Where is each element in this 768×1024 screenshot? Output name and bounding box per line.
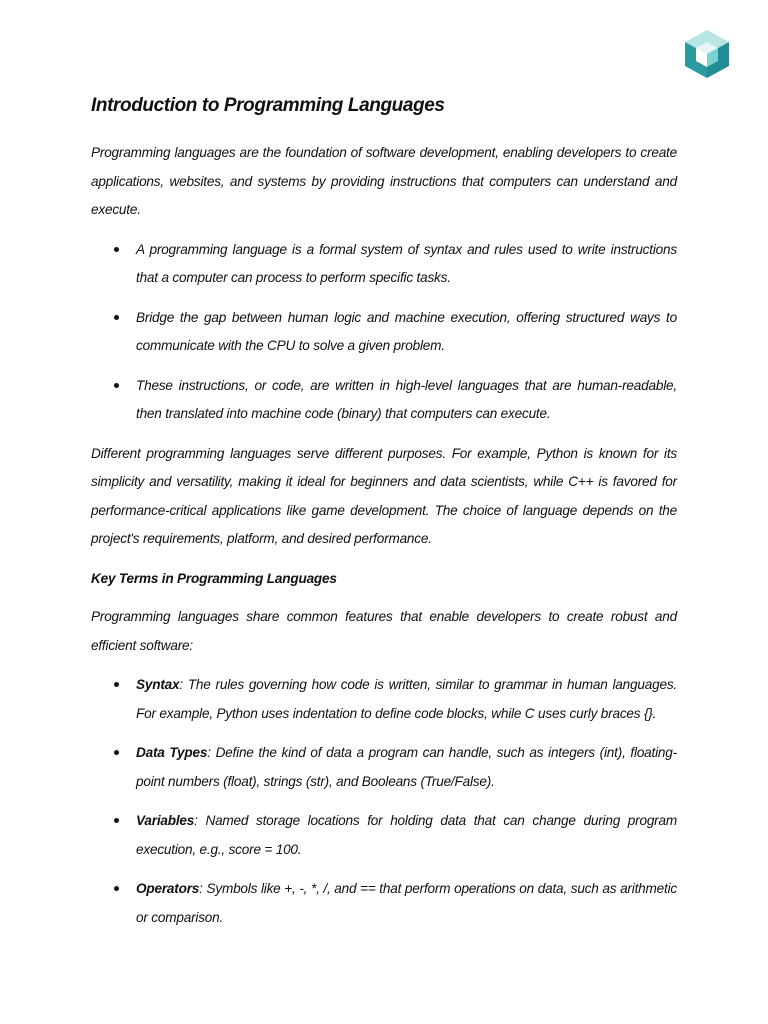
- purpose-paragraph: Different programming languages serve different purposes. For example, Python is known for its simplicity and versatility, making it ideal for beginners and data scientists, while C++ is favored for performance-critical applications like game development. The choice of language depends on the project's requirements, platform, and desired performance.: [91, 445, 677, 546]
- list-item: [91, 671, 677, 728]
- key-terms-heading: Key Terms in Programming Languages: [91, 570, 337, 586]
- list-item-text: [136, 875, 677, 932]
- term-definition: : Symbols like +, -, *, /, and == that perform operations on data, such as arithmetic or comparison.: [136, 881, 677, 925]
- list-item-text: These instructions, or code, are written in high-level languages that are human-readable, then translated into machine code (binary) that computers can execute.: [136, 377, 677, 421]
- bullet-icon: [114, 247, 119, 252]
- list-item: [91, 739, 677, 796]
- list-item-text: [136, 739, 677, 796]
- term-definition: : Define the kind of data a program can handle, such as integers (int), floating-point numbers (float), strings (str), and Booleans (True/False).: [136, 745, 677, 789]
- term-definition: : Named storage locations for holding data that can change during program execution, e.g., score = 100.: [136, 813, 677, 857]
- bullet-icon: [114, 886, 119, 891]
- term-name: Syntax: [136, 677, 180, 692]
- bullet-icon: [114, 682, 119, 687]
- document-body: [91, 93, 677, 943]
- list-item: [91, 304, 677, 361]
- term-name: Operators: [136, 881, 200, 896]
- key-terms-list: [91, 671, 677, 932]
- list-item-text: [136, 671, 677, 728]
- list-item-text: [136, 807, 677, 864]
- list-item: [91, 807, 677, 864]
- list-item-text: A programming language is a formal system of syntax and rules used to write instructions that a computer can process to perform specific tasks.: [136, 241, 677, 285]
- bullet-icon: [114, 383, 119, 388]
- term-name: Variables: [136, 813, 195, 828]
- list-item: [91, 875, 677, 932]
- key-terms-intro: Programming languages share common features that enable developers to create robust and efficient software:: [91, 609, 677, 653]
- cube-logo-icon: [681, 28, 733, 80]
- term-definition: : The rules governing how code is written, similar to grammar in human languages. For example, Python uses indentation to define code blocks, while C uses curly braces {}.: [136, 677, 677, 721]
- list-item-text: Bridge the gap between human logic and machine execution, offering structured ways to communicate with the CPU to solve a given problem.: [136, 309, 677, 353]
- bullet-icon: [114, 818, 119, 823]
- list-item: [91, 236, 677, 293]
- intro-bullet-list: [91, 236, 677, 429]
- list-item: [91, 372, 677, 429]
- bullet-icon: [114, 750, 119, 755]
- document-title: Introduction to Programming Languages: [91, 95, 445, 116]
- bullet-icon: [114, 315, 119, 320]
- term-name: Data Types: [136, 745, 208, 760]
- intro-paragraph: Programming languages are the foundation of software development, enabling developers to create applications, websites, and systems by providing instructions that computers can understand and execute.: [91, 145, 677, 217]
